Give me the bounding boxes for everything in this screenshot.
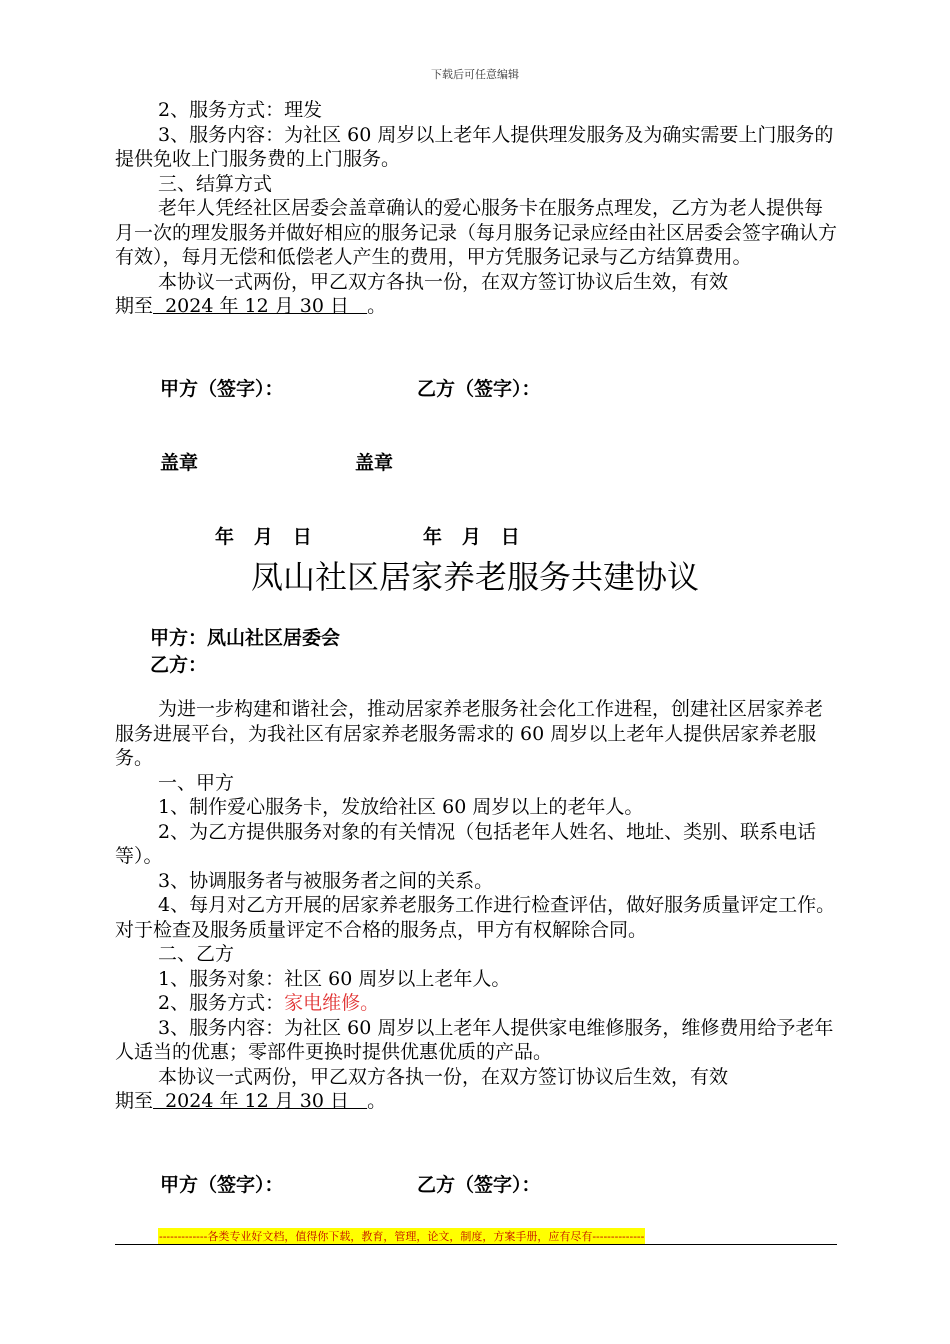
party-b-item: 1、服务对象：社区 60 周岁以上老年人。 [158, 967, 511, 990]
party-a-item: 1、制作爱心服务卡，发放给社区 60 周岁以上的老年人。 [158, 796, 644, 818]
period-prefix: 期至 [115, 295, 154, 317]
period-prefix: 期至 [115, 1090, 154, 1112]
period-suffix: 。 [367, 1090, 387, 1112]
top-section [115, 98, 837, 319]
footer-banner: -------------各类专业好文档，值得你下载，教育，管理，论文，制度，方案手册，应有尽有-------------- [159, 1230, 645, 1243]
service-method-prefix: 2、服务方式： [158, 992, 285, 1014]
validity-period-line [115, 1089, 837, 1114]
closing-paragraph: 本协议一式两份，甲乙双方各执一份，在双方签订协议后生效，有效 [158, 1065, 729, 1088]
party-b-signature-label: 乙方（签字）： [417, 1174, 541, 1196]
period-date: 2024 年 12 月 30 日 [153, 295, 368, 317]
party-b-date: 年 月 日 [423, 526, 520, 548]
page-header: 下载后可任意编辑 [431, 68, 519, 81]
party-b-item: 3、服务内容：为社区 60 周岁以上老年人提供家电维修服务，维修费用给予老年人适当的优惠；零部件更换时提供优惠优质的产品。 [115, 1016, 834, 1063]
settlement-heading: 三、结算方式 [158, 172, 273, 195]
service-method-line: 2、服务方式：理发 [158, 99, 323, 121]
party-b-seal-label: 盖章 [355, 452, 394, 474]
party-a-item: 3、协调服务者与被服务者之间的关系。 [158, 869, 494, 892]
party-b-heading: 二、乙方 [158, 943, 235, 965]
party-a-signature-label: 甲方（签字）： [160, 1174, 284, 1196]
party-a-signature-label: 甲方（签字）： [160, 378, 284, 400]
party-a-item: 2、为乙方提供服务对象的有关情况（包括老年人姓名、地址、类别、联系电话等）。 [115, 820, 817, 867]
period-date: 2024 年 12 月 30 日 [153, 1090, 368, 1112]
validity-period-line [115, 294, 837, 319]
party-b-name: 乙方： [150, 654, 208, 676]
period-suffix: 。 [367, 295, 387, 317]
settlement-paragraph: 老年人凭经社区居委会盖章确认的爱心服务卡在服务点理发，乙方为老人提供每月一次的理发服务并做好相应的服务记录（每月服务记录应经由社区居委会签字确认方有效），每月无偿和低偿老人产生的费用，甲方凭服务记录与乙方结算费用。 [115, 197, 838, 268]
service-method-value: 家电维修。 [284, 992, 380, 1014]
agreement-title: 凤山社区居家养老服务共建协议 [250, 558, 699, 596]
party-a-item: 4、每月对乙方开展的居家养老服务工作进行检查评估，做好服务质量评定工作。对于检查及服务质量评定不合格的服务点，甲方有权解除合同。 [115, 894, 836, 941]
footer-divider [115, 1244, 837, 1245]
agreement-copies-line: 本协议一式两份，甲乙双方各执一份，在双方签订协议后生效，有效 [158, 270, 729, 293]
party-a-heading: 一、甲方 [158, 771, 235, 794]
service-content-line: 3、服务内容：为社区 60 周岁以上老年人提供理发服务及为确实需要上门服务的提供免收上门服务费的上门服务。 [115, 123, 834, 170]
party-a-name: 甲方：凤山社区居委会 [150, 627, 341, 649]
main-section [115, 697, 837, 1114]
party-b-signature-label: 乙方（签字）： [417, 378, 541, 400]
party-b-item [115, 991, 837, 1016]
intro-paragraph: 为进一步构建和谐社会，推动居家养老服务社会化工作进程，创建社区居家养老服务进展平台，为我社区有居家养老服务需求的 60 周岁以上老年人提供居家养老服务。 [115, 698, 824, 769]
party-a-date: 年 月 日 [215, 526, 312, 548]
party-a-seal-label: 盖章 [160, 452, 199, 474]
